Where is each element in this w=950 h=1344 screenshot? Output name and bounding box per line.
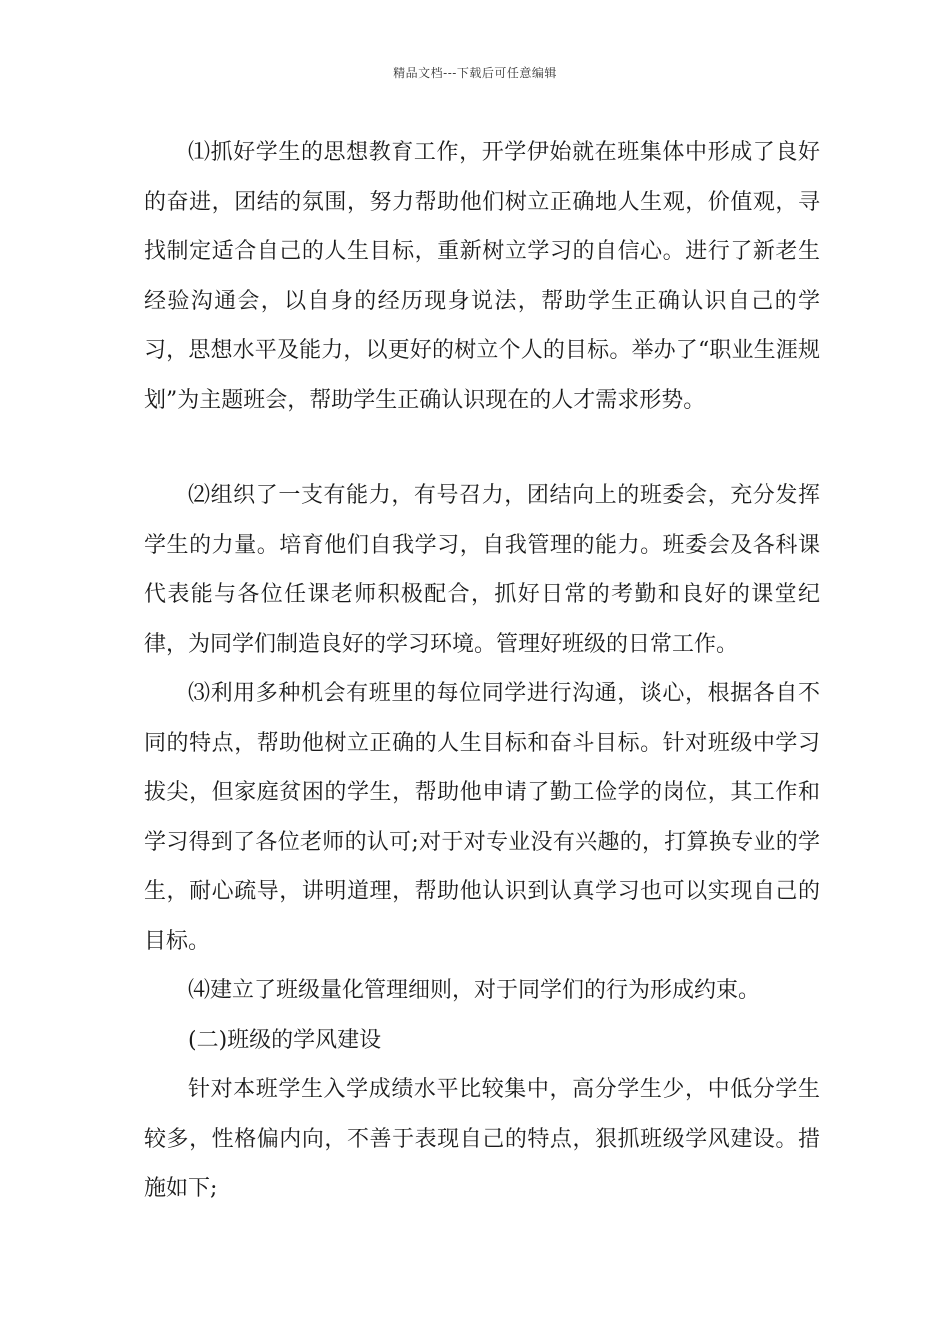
paragraph-communication: ⑶利用多种机会有班里的每位同学进行沟通，谈心，根据各自不同的特点，帮助他树立正确的人生目标和奋斗目标。针对班级中学习拔尖，但家庭贫困的学生，帮助他申请了勤工俭学的岗位，其工作和学习得到了各位老师的认可;对于对专业没有兴趣的，打算换专业的学生，耐心疏导，讲明道理，帮助他认识到认真学习也可以实现自己的目标。 <box>144 681 820 954</box>
document-body <box>144 128 820 1214</box>
page-header: 精品文档---下载后可任意编辑 <box>393 66 557 80</box>
paragraph-study-style: 针对本班学生入学成绩水平比较集中，高分学生少，中低分学生较多，性格偏内向，不善于表现自己的特点，狠抓班级学风建设。措施如下; <box>144 1077 820 1201</box>
paragraph-class-committee: ⑵组织了一支有能力，有号召力，团结向上的班委会，充分发挥学生的力量。培育他们自我学习，自我管理的能力。班委会及各科课代表能与各位任课老师积极配合，抓好日常的考勤和良好的课堂纪律，为同学们制造良好的学习环境。管理好班级的日常工作。 <box>144 483 820 657</box>
paragraph-management-rules: ⑷建立了班级量化管理细则，对于同学们的行为形成约束。 <box>188 978 761 1003</box>
paragraph-ideological-education: ⑴抓好学生的思想教育工作，开学伊始就在班集体中形成了良好的奋进，团结的氛围，努力帮助他们树立正确地人生观，价值观，寻找制定适合自己的人生目标，重新树立学习的自信心。进行了新老生经验沟通会，以自身的经历现身说法，帮助学生正确认识自己的学习，思想水平及能力，以更好的树立个人的目标。举办了“职业生涯规划”为主题班会，帮助学生正确认识现在的人才需求形势。 <box>144 140 820 413</box>
paragraph-gap <box>144 425 820 471</box>
section-heading-study-style: (二)班级的学风建设 <box>188 1027 382 1053</box>
